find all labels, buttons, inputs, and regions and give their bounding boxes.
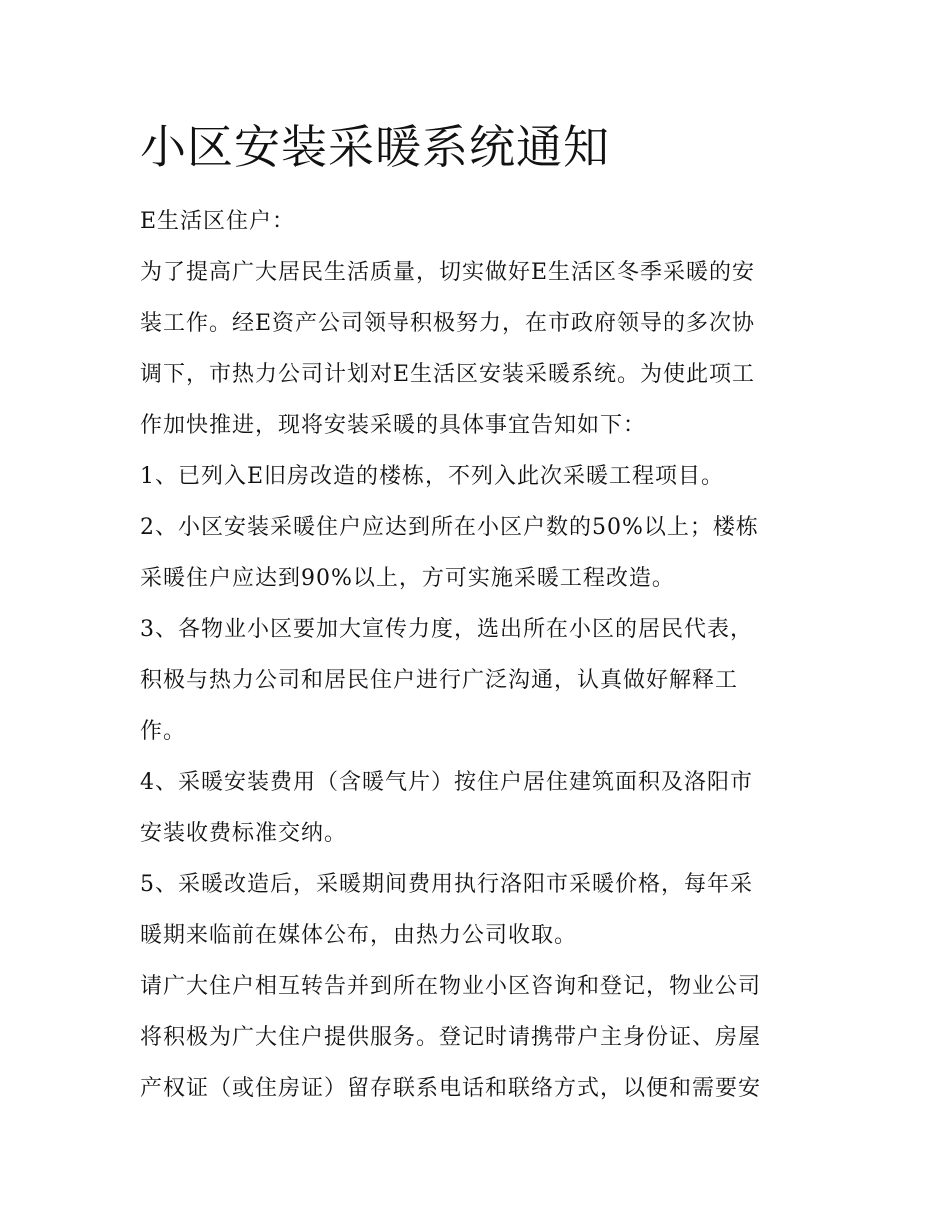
closing-line: 产权证（或住房证）留存联系电话和联络方式，以便和需要安: [140, 1076, 762, 1101]
text-line: 作加快推进，现将安装采暖的具体事宜告知如下：: [140, 413, 647, 438]
item-3-line: 作。: [140, 719, 187, 744]
text-line: 装工作。经E资产公司领导积极努力，在市政府领导的多次协: [140, 311, 756, 336]
document-body: [140, 196, 820, 1114]
item-4-line: 安装收费标准交纳。: [140, 821, 348, 846]
item-2-line: 2、小区安装采暖住户应达到所在小区户数的50%以上；楼栋: [140, 515, 759, 540]
item-5-line: 暖期来临前在媒体公布，由热力公司收取。: [140, 923, 578, 948]
item-4-line: 4、采暖安装费用（含暖气片）按住户居住建筑面积及洛阳市: [140, 770, 753, 795]
item-2-line: 采暖住户应达到90%以上，方可实施采暖工程改造。: [140, 566, 675, 591]
item-3-line: 3、各物业小区要加大宣传力度，选出所在小区的居民代表，: [140, 617, 753, 642]
item-3-line: 积极与热力公司和居民住户进行广泛沟通，认真做好解释工: [140, 668, 739, 693]
item-5-line: 5、采暖改造后，采暖期间费用执行洛阳市采暖价格，每年采: [140, 872, 753, 897]
closing-line: 将积极为广大住户提供服务。登记时请携带户主身份证、房屋: [140, 1025, 762, 1050]
page-title: 小区安装采暖系统通知: [140, 120, 610, 174]
item-1-line: 1、已列入E旧房改造的楼栋，不列入此次采暖工程项目。: [140, 464, 725, 489]
text-line: 为了提高广大居民生活质量，切实做好E生活区冬季采暖的安: [140, 260, 756, 285]
text-line: 调下，市热力公司计划对E生活区安装采暖系统。为使此项工: [140, 362, 756, 387]
closing-line: 请广大住户相互转告并到所在物业小区咨询和登记，物业公司: [140, 974, 762, 999]
salutation: E生活区住户：: [140, 209, 296, 234]
